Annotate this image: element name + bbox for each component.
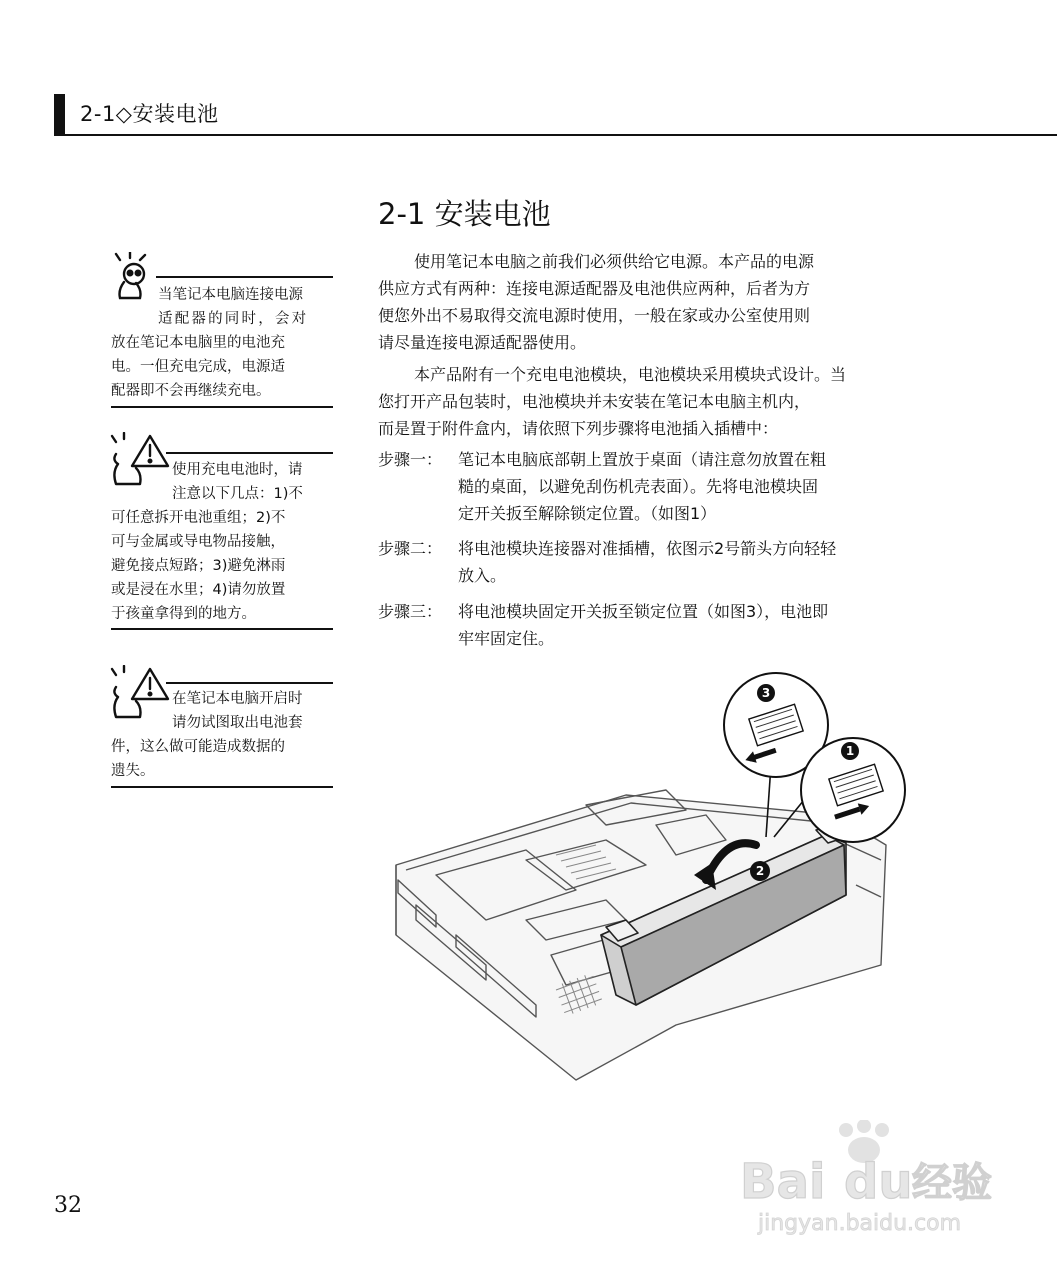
warning-icon [110,432,170,488]
header-rule [54,134,1057,136]
step-1 [378,446,923,527]
note-rule-top [156,276,333,278]
note-3-line: 在笔记本电脑开启时 [172,691,303,707]
watermark-cn: 经验 [912,1160,992,1206]
note-1-line: 放在笔记本电脑里的电池充 [111,335,285,351]
battery-install-figure [376,665,906,1085]
note-1-line: 当笔记本电脑连接电源 [158,287,303,303]
note-2-line: 使用充电电池时，请 [172,462,303,478]
note-1-line: 配器即不会再继续充电。 [111,383,271,399]
step-label: 步骤二： [378,539,443,558]
running-header: 2-1◇安装电池 [80,102,219,126]
text-line: 供应方式有两种：连接电源适配器及电池供应两种，后者为方 [378,279,811,298]
tip-icon [110,252,156,302]
watermark-brand: Bai [740,1154,826,1210]
note-3-line: 请勿试图取出电池套 [172,715,303,731]
watermark-brand-du: du [844,1154,913,1210]
text-line: 使用笔记本电脑之前我们必须供给它电源。本产品的电源 [414,252,815,271]
note-3-line: 件，这么做可能造成数据的 [111,739,285,755]
step-3 [378,598,923,652]
section-title: 2-1 安装电池 [378,197,551,231]
paragraph-2 [378,361,923,442]
text-line: 将电池模块固定开关扳至锁定位置（如图3），电池即 [458,602,829,621]
page-number: 32 [54,1193,82,1218]
watermark-url: jingyan.baidu.com [758,1211,962,1236]
step-2 [378,535,923,589]
note-2-line: 注意以下几点：1)不 [172,486,303,502]
note-2-line: 可任意拆开电池重组；2)不 [111,510,286,526]
text-line: 本产品附有一个充电电池模块，电池模块采用模块式设计。当 [414,365,847,384]
note-rule-top [166,452,333,454]
callout-number: 2 [755,864,765,878]
callout-number: 1 [845,744,855,758]
step-label: 步骤三： [378,602,443,621]
text-line: 而是置于附件盒内，请依照下列步骤将电池插入插槽中： [378,419,779,438]
text-line: 笔记本电脑底部朝上置放于桌面（请注意勿放置在粗 [458,450,827,469]
step-label: 步骤一： [378,450,443,469]
baidu-watermark [740,1120,1020,1240]
text-line: 定开关扳至解除锁定位置。（如图1） [458,504,717,523]
text-line: 糙的桌面，以避免刮伤机壳表面）。先将电池模块固 [458,477,819,496]
note-2-line: 或是浸在水里；4)请勿放置 [111,582,286,598]
paragraph-1 [378,248,923,356]
note-1-line: 适配器的同时，会对 [158,311,309,327]
note-2-line: 于孩童拿得到的地方。 [111,606,256,622]
note-rule-bottom [111,628,333,630]
text-line: 便您外出不易取得交流电源时使用，一般在家或办公室使用则 [378,306,811,325]
callout-number: 3 [761,686,771,700]
header-bar [54,94,65,134]
text-line: 放入。 [458,566,507,585]
note-rule-top [166,682,333,684]
note-1-line: 电。一但充电完成，电源适 [111,359,285,375]
note-2-line: 避免接点短路；3)避免淋雨 [111,558,286,574]
text-line: 牢牢固定住。 [458,629,555,648]
note-rule-bottom [111,406,333,408]
note-2-line: 可与金属或导电物品接触， [111,534,285,550]
text-line: 您打开产品包装时，电池模块并未安装在笔记本电脑主机内， [378,392,811,411]
note-3-line: 遗失。 [111,763,155,779]
note-rule-bottom [111,786,333,788]
text-line: 将电池模块连接器对准插槽，依图示2号箭头方向轻轻 [458,539,837,558]
warning-icon [110,665,170,721]
text-line: 请尽量连接电源适配器使用。 [378,333,587,352]
